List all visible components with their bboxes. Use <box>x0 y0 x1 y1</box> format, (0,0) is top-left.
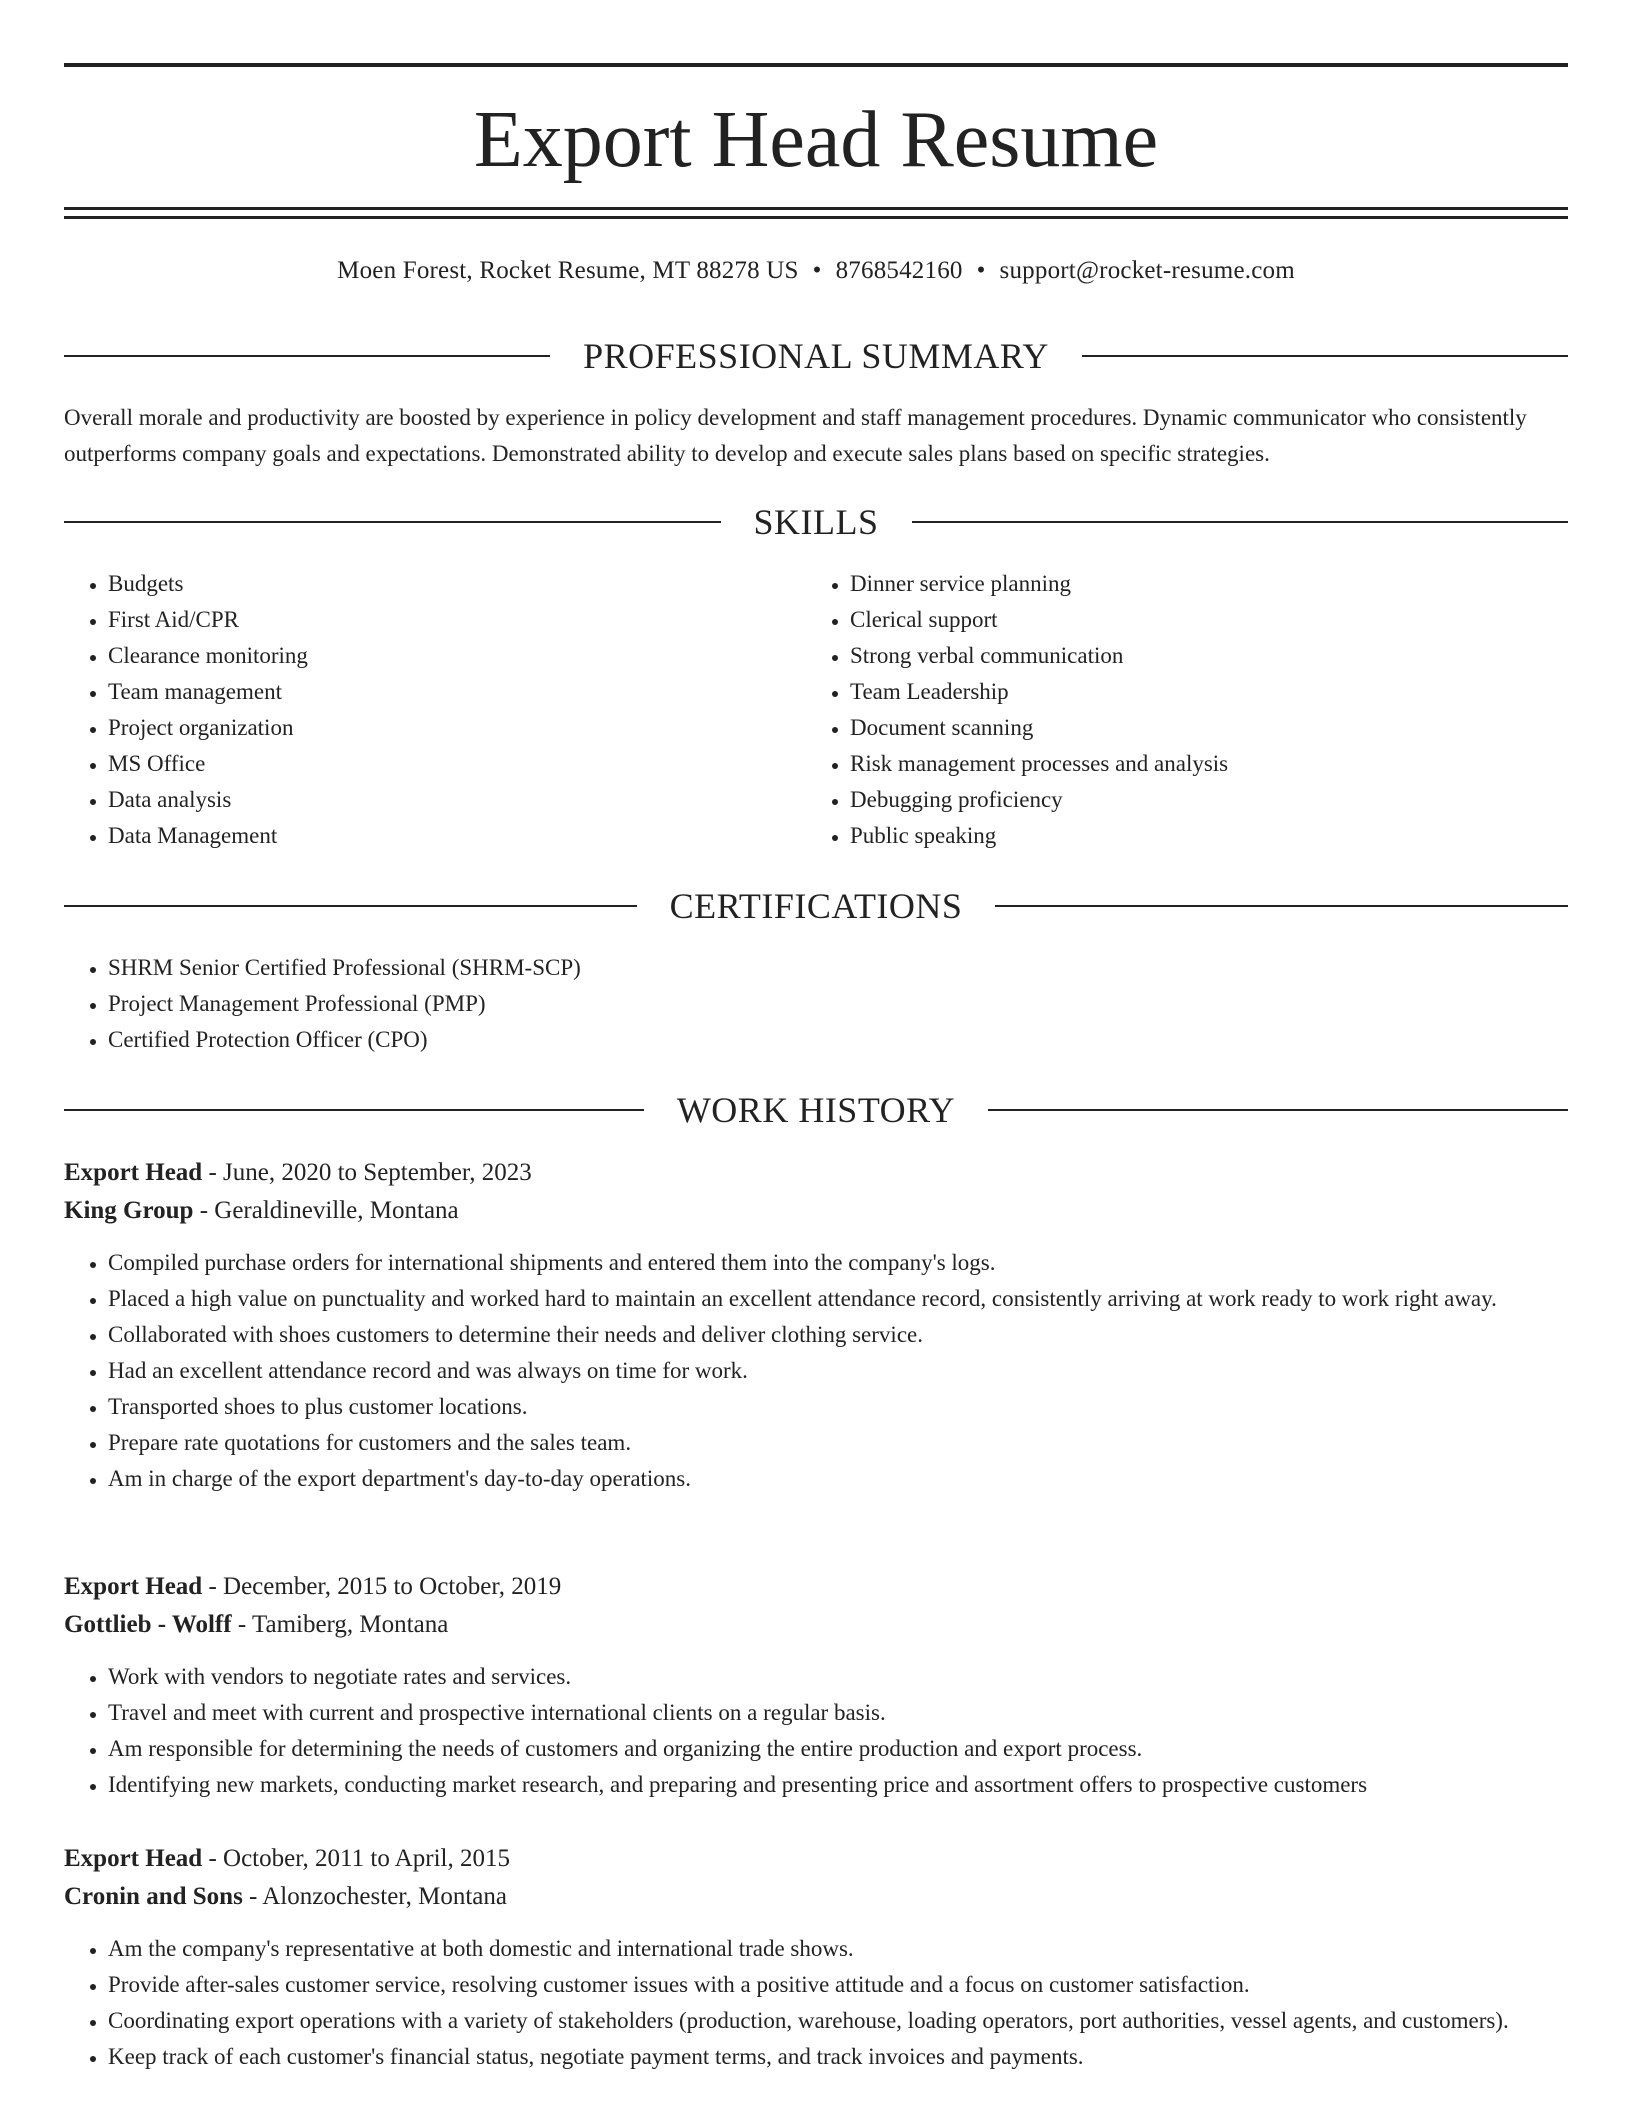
contact-email: support@rocket-resume.com <box>999 257 1295 284</box>
job-bullet: • Am the company's representative at both domestic and international trade shows. <box>108 1931 1568 1967</box>
job-location: - Alonzochester, Montana <box>242 1883 507 1910</box>
job-company: Cronin and Sons <box>64 1883 243 1910</box>
job-bullet: • Provide after-sales customer service, resolving customer issues with a positive attitude and a focus on customer satisfaction. <box>108 1967 1568 2003</box>
job-role: Export Head <box>64 1573 203 1600</box>
section-rule <box>995 905 1568 907</box>
job-bullet: • Compiled purchase orders for international shipments and entered them into the company's logs. <box>108 1245 1568 1281</box>
section-rule <box>64 905 637 907</box>
section-title: PROFESSIONAL SUMMARY <box>583 336 1049 376</box>
job-bullets <box>64 1659 1568 1803</box>
skill-item: • Team Leadership <box>850 674 1548 710</box>
section-rule <box>988 1109 1568 1111</box>
job-entry <box>64 1840 1568 2075</box>
skill-item: • Document scanning <box>850 710 1548 746</box>
job-dates: - December, 2015 to October, 2019 <box>202 1573 562 1600</box>
job-entry <box>64 1568 1568 1803</box>
job-bullets <box>64 1931 1568 2075</box>
skill-item: • Debugging proficiency <box>850 782 1548 818</box>
job-role-line <box>64 1840 1568 1878</box>
skills-list-right <box>806 566 1548 854</box>
job-bullet: • Collaborated with shoes customers to determine their needs and deliver clothing service. <box>108 1317 1568 1353</box>
job-bullet: • Identifying new markets, conducting market research, and preparing and presenting price and assortment offers to prospective customers <box>108 1767 1568 1803</box>
job-bullet: • Transported shoes to plus customer locations. <box>108 1389 1568 1425</box>
skill-item: • Team management <box>108 674 806 710</box>
job-bullet: • Am in charge of the export department's day-to-day operations. <box>108 1461 1568 1497</box>
skill-item: • Data analysis <box>108 782 806 818</box>
section-rule <box>912 521 1569 523</box>
job-entry <box>64 1154 1568 1497</box>
skill-item: • First Aid/CPR <box>108 602 806 638</box>
certification-item: • Certified Protection Officer (CPO) <box>108 1022 1568 1058</box>
job-role: Export Head <box>64 1159 203 1186</box>
job-bullet: • Work with vendors to negotiate rates and services. <box>108 1659 1568 1695</box>
section-header-skills <box>64 500 1568 544</box>
skills-list-left <box>64 566 806 854</box>
job-role: Export Head <box>64 1845 203 1872</box>
job-location: - Tamiberg, Montana <box>231 1611 449 1638</box>
job-company-line <box>64 1606 1568 1644</box>
section-rule <box>1082 355 1568 357</box>
section-title: SKILLS <box>753 502 879 542</box>
skill-item: • Data Management <box>108 818 806 854</box>
resume-title: Export Head Resume <box>473 96 1159 184</box>
certifications-list <box>64 950 1568 1058</box>
contact-separator: • <box>812 257 822 284</box>
skill-item: • Public speaking <box>850 818 1548 854</box>
contact-separator: • <box>976 257 986 284</box>
section-title: CERTIFICATIONS <box>669 886 963 926</box>
skill-item: • Budgets <box>108 566 806 602</box>
skills-column-right <box>806 566 1548 854</box>
skill-item: • Strong verbal communication <box>850 638 1548 674</box>
job-role-line <box>64 1154 1568 1192</box>
job-location: - Geraldineville, Montana <box>193 1197 459 1224</box>
job-company-line <box>64 1192 1568 1230</box>
certification-item: • Project Management Professional (PMP) <box>108 986 1568 1022</box>
section-header-summary <box>64 334 1568 378</box>
section-rule <box>64 355 550 357</box>
section-header-certifications <box>64 884 1568 928</box>
skill-item: • Dinner service planning <box>850 566 1548 602</box>
job-role-line <box>64 1568 1568 1606</box>
certification-item: • SHRM Senior Certified Professional (SHRM-SCP) <box>108 950 1568 986</box>
job-bullet: • Prepare rate quotations for customers and the sales team. <box>108 1425 1568 1461</box>
skill-item: • Clerical support <box>850 602 1548 638</box>
contact-line <box>64 254 1568 288</box>
job-dates: - June, 2020 to September, 2023 <box>202 1159 532 1186</box>
section-rule <box>64 1109 644 1111</box>
job-company-line <box>64 1878 1568 1916</box>
skill-item: • Clearance monitoring <box>108 638 806 674</box>
job-bullet: • Am responsible for determining the needs of customers and organizing the entire production and export process. <box>108 1731 1568 1767</box>
skill-item: • MS Office <box>108 746 806 782</box>
job-dates: - October, 2011 to April, 2015 <box>202 1845 510 1872</box>
title-double-rule <box>64 207 1568 219</box>
top-rule <box>64 63 1568 67</box>
job-bullet: • Placed a high value on punctuality and worked hard to maintain an excellent attendance record, consistently arriving at work ready to work right away. <box>108 1281 1568 1317</box>
contact-address: Moen Forest, Rocket Resume, MT 88278 US <box>337 257 799 284</box>
section-header-work-history <box>64 1088 1568 1132</box>
contact-phone: 8768542160 <box>835 257 963 284</box>
job-bullet: • Travel and meet with current and prospective international clients on a regular basis. <box>108 1695 1568 1731</box>
certifications <box>64 950 1568 1058</box>
section-title: WORK HISTORY <box>676 1090 956 1130</box>
skills-columns <box>64 566 1568 854</box>
skill-item: • Risk management processes and analysis <box>850 746 1548 782</box>
job-bullet: • Keep track of each customer's financial status, negotiate payment terms, and track invoices and payments. <box>108 2039 1568 2075</box>
job-bullets <box>64 1245 1568 1497</box>
job-bullet: • Had an excellent attendance record and was always on time for work. <box>108 1353 1568 1389</box>
job-bullet: • Coordinating export operations with a variety of stakeholders (production, warehouse, loading operators, port authorities, vessel agents, and customers). <box>108 2003 1568 2039</box>
skills-column-left <box>64 566 806 854</box>
job-company: Gottlieb - Wolff <box>64 1611 232 1638</box>
summary-text: Overall morale and productivity are boosted by experience in policy development and staff management procedures. Dynamic communicator who consistently outperforms company goals and expectations. Demonstrated ability to develop and execute sales plans based on specific strategies. <box>64 405 1527 466</box>
job-company: King Group <box>64 1197 194 1224</box>
section-rule <box>64 521 721 523</box>
skill-item: • Project organization <box>108 710 806 746</box>
